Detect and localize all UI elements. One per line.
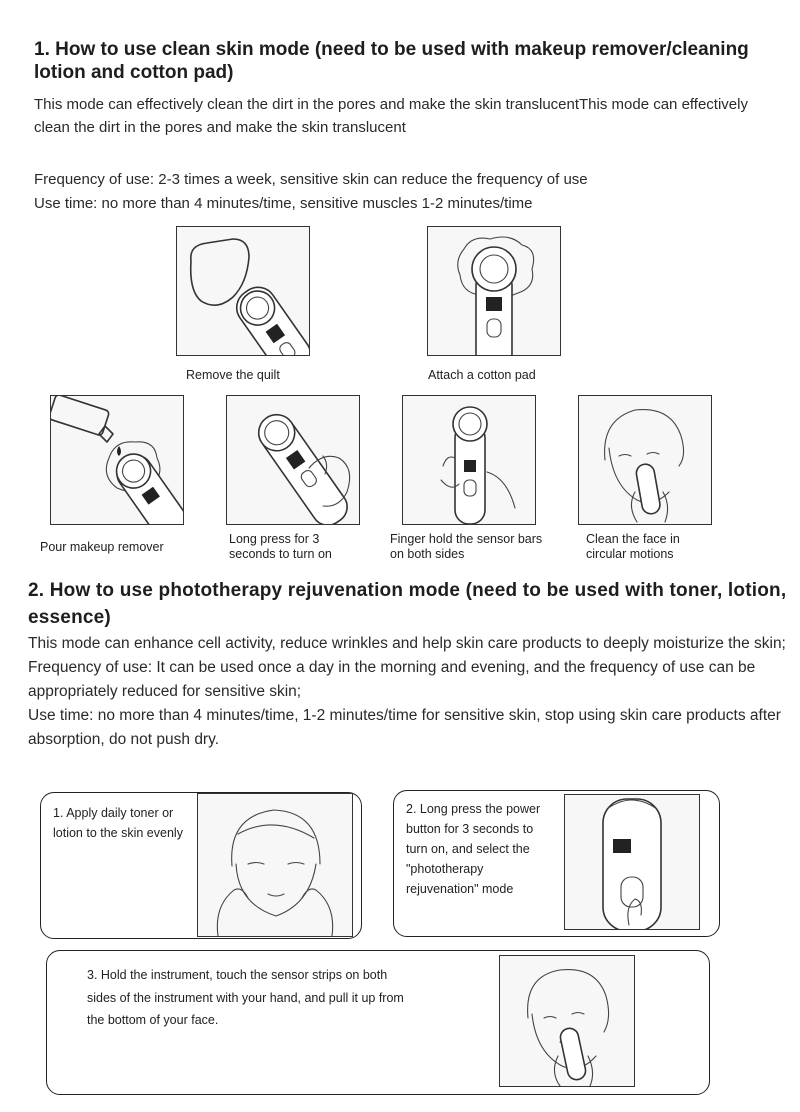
section1-title: 1. How to use clean skin mode (need to be used with makeup remover/cleaning lotion and cotton pad) <box>34 39 749 83</box>
illustration-remove-quilt <box>176 226 310 356</box>
step-text-long-press-power: 2. Long press the power button for 3 seconds to turn on, and select the "phototherapy rejuvenation" mode <box>406 802 541 896</box>
step-caption-attach-cotton-pad: Attach a cotton pad <box>428 368 536 382</box>
section2-body <box>28 632 788 752</box>
section1-description: This mode can effectively clean the dirt in the pores and make the skin translucentThis mode can effectively clean the dirt in the pores and make the skin translucent <box>34 96 748 136</box>
section2-title: 2. How to use phototherapy rejuvenation mode (need to be used with toner, lotion, essence) <box>28 580 787 628</box>
illustration-finger-hold-sensor <box>402 395 536 525</box>
illustration-pull-up-face <box>499 955 635 1087</box>
section2-description: This mode can enhance cell activity, reduce wrinkles and help skin care products to deeply moisturize the skin; <box>28 635 786 652</box>
step-caption-long-press: Long press for 3 seconds to turn on <box>229 532 332 561</box>
step-text-hold-instrument: 3. Hold the instrument, touch the sensor strips on both sides of the instrument with your hand, and pull it up from the bottom of your face. <box>87 968 404 1027</box>
section2-frequency: Frequency of use: It can be used once a day in the morning and evening, and the frequency of use can be appropriately reduced for sensitive skin; <box>28 659 756 700</box>
illustration-attach-cotton-pad <box>427 226 561 356</box>
illustration-clean-face-circular <box>578 395 712 525</box>
section2-use-time: Use time: no more than 4 minutes/time, 1-2 minutes/time for sensitive skin, stop using skin care products after absorption, do not push dry. <box>28 707 781 748</box>
section1-use-time: Use time: no more than 4 minutes/time, sensitive muscles 1-2 minutes/time <box>34 195 533 212</box>
illustration-select-phototherapy <box>564 794 700 930</box>
step-caption-pour-makeup-remover: Pour makeup remover <box>40 540 164 554</box>
step-box-apply-toner <box>40 792 362 939</box>
step-caption-remove-quilt: Remove the quilt <box>186 368 280 382</box>
illustration-apply-toner <box>197 793 353 937</box>
step-caption-clean-face: Clean the face in circular motions <box>586 532 680 561</box>
step-box-long-press-power <box>393 790 720 937</box>
section1-frequency: Frequency of use: 2-3 times a week, sensitive skin can reduce the frequency of use <box>34 171 588 188</box>
illustration-pour-makeup-remover <box>50 395 184 525</box>
step-text-apply-toner: 1. Apply daily toner or lotion to the skin evenly <box>53 806 183 840</box>
section1-usage <box>34 168 774 216</box>
step-box-hold-instrument <box>46 950 710 1095</box>
step-caption-finger-hold: Finger hold the sensor bars on both sides <box>390 532 543 561</box>
illustration-long-press-power <box>226 395 360 525</box>
